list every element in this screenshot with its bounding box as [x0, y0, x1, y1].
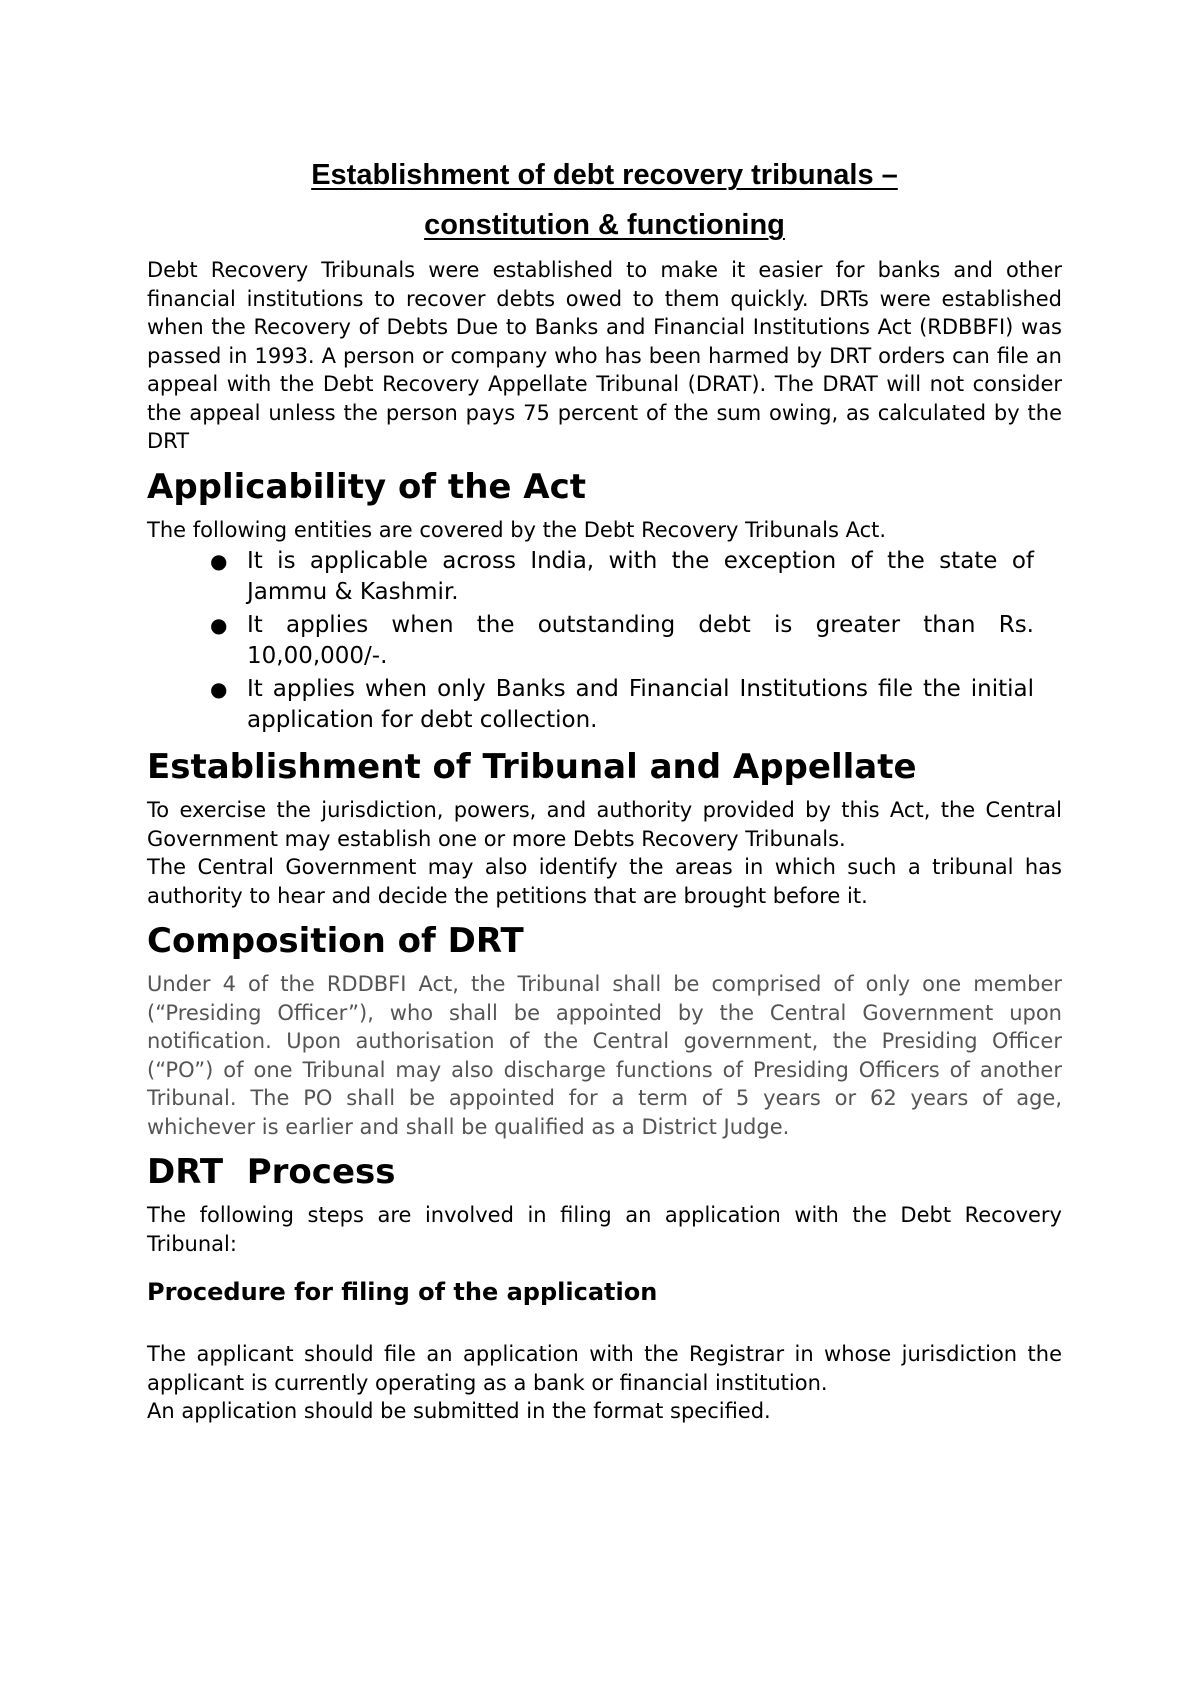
intro-paragraph: Debt Recovery Tribunals were established to make it easier for banks and other financial institutions to recover debts owed to them quickly. DRTs were established when the Recovery of Debts Due to Banks and Financial Institutions Act (RDBBFI) was passed in 1993. A person or company who has been harmed by DRT orders can file an appeal with the Debt Recovery Appellate Tribunal (DRAT). The DRAT will not consider the appeal unless the person pays 75 percent of the sum owing, as calculated by the DRT	[147, 258, 1062, 453]
composition-section	[147, 920, 1062, 1141]
process-section	[147, 1151, 1062, 1426]
establishment-paragraph-1: To exercise the jurisdiction, powers, and authority provided by this Act, the Central Government may establish one or more Debts Recovery Tribunals.	[147, 798, 1062, 851]
list-item	[147, 546, 1062, 608]
list-item-text: It applies when the outstanding debt is greater than Rs. 10,00,000/-.	[247, 612, 1034, 669]
title-line-2: constitution & functioning	[424, 209, 785, 241]
procedure-paragraph-2: An application should be submitted in the format specified.	[147, 1399, 771, 1423]
applicability-heading: Applicability of the Act	[147, 466, 587, 507]
list-item-text: It is applicable across India, with the exception of the state of Jammu & Kashmir.	[247, 548, 1034, 605]
establishment-paragraph-2: The Central Government may also identify the areas in which such a tribunal has authority to hear and decide the petitions that are brought before it.	[147, 855, 1062, 908]
establishment-heading: Establishment of Tribunal and Appellate	[147, 747, 917, 787]
composition-paragraph: Under 4 of the RDDBFI Act, the Tribunal shall be comprised of only one member (“Presiding Officer”), who shall be appointed by the Central Government upon notification. Upon authorisation of the Central government, the Presiding Officer (“PO”) of one Tribunal may also discharge functions of Presiding Officers of another Tribunal. The PO shall be appointed for a term of 5 years or 62 years of age, whichever is earlier and shall be qualified as a District Judge.	[147, 972, 1062, 1139]
document-page	[147, 150, 1062, 1426]
establishment-section	[147, 746, 1062, 910]
process-heading: DRT Process	[147, 1152, 396, 1192]
bullet-icon: ●	[210, 549, 228, 573]
document-title	[147, 150, 1062, 250]
applicability-section	[147, 466, 1062, 737]
composition-heading: Composition of DRT	[147, 921, 524, 961]
list-item	[147, 674, 1062, 736]
applicability-lead: The following entities are covered by the Debt Recovery Tribunals Act.	[147, 517, 887, 542]
process-lead: The following steps are involved in filing an application with the Debt Recovery Tribunal:	[147, 1203, 1062, 1256]
bullet-icon: ●	[210, 613, 228, 637]
title-line-1: Establishment of debt recovery tribunals –	[311, 159, 898, 191]
bullet-icon: ●	[210, 677, 228, 701]
procedure-subheading: Procedure for filing of the application	[147, 1278, 658, 1306]
list-item-text: It applies when only Banks and Financial Institutions file the initial application for debt collection.	[247, 676, 1034, 733]
applicability-list	[147, 546, 1062, 736]
procedure-paragraph-1: The applicant should file an application with the Registrar in whose jurisdiction the applicant is currently operating as a bank or financial institution.	[147, 1342, 1062, 1395]
list-item	[147, 610, 1062, 672]
